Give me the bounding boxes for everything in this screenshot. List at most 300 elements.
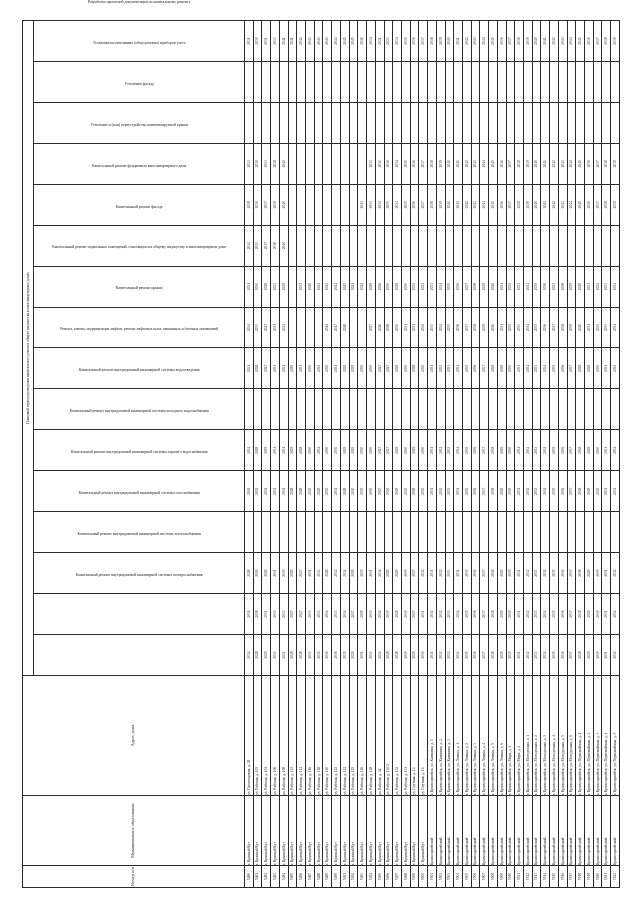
row-year-cell: 2030 xyxy=(306,430,315,471)
row-year-cell xyxy=(445,102,454,143)
row-year-cell: 2036 xyxy=(541,266,550,307)
row-year-cell: 2041 xyxy=(541,184,550,225)
row-year-cell xyxy=(253,102,262,143)
row-year-cell: 2036 xyxy=(558,553,567,594)
row-year-cell: 2030 xyxy=(593,553,602,594)
row-year-cell xyxy=(271,61,280,102)
header-work-type: Разработка проектной документации по капитальному ремонту xyxy=(34,61,245,102)
row-address: г. Красноармейск, ул. Первомайская, д. 4 xyxy=(602,676,611,796)
table-row xyxy=(271,21,280,888)
row-year-cell: 2029 xyxy=(393,430,402,471)
row-year-cell xyxy=(515,389,524,430)
row-year-cell xyxy=(323,184,332,225)
row-year-cell xyxy=(593,102,602,143)
row-year-cell xyxy=(340,143,349,184)
row-year-cell xyxy=(375,102,384,143)
row-municipality: Красноармейский xyxy=(567,796,576,866)
row-address: ул. Рабочая, д. 114 xyxy=(297,676,306,796)
row-year-cell: 2034 xyxy=(393,184,402,225)
row-year-cell xyxy=(306,184,315,225)
row-year-cell: 2028 xyxy=(288,471,297,512)
row-year-cell: 2033 xyxy=(279,594,288,635)
row-address: г. Красноармейск, ул. Молодежная, д. 5 xyxy=(558,676,567,796)
row-year-cell: 2034 xyxy=(454,594,463,635)
table-row xyxy=(410,21,419,888)
row-year-cell xyxy=(314,389,323,430)
row-year-cell xyxy=(332,389,341,430)
row-year-cell xyxy=(524,389,533,430)
row-address: ул. Рабочая, д. 125 xyxy=(349,676,358,796)
row-year-cell: 2029 xyxy=(262,430,271,471)
row-year-cell: 2042 xyxy=(297,21,306,62)
row-municipality: Красноармейский xyxy=(524,796,533,866)
row-year-cell: 2033 xyxy=(271,21,280,62)
table-row xyxy=(288,21,297,888)
row-year-cell: 2029 xyxy=(585,594,594,635)
row-number: 5490 xyxy=(332,866,341,888)
row-year-cell: 2034 xyxy=(524,307,533,348)
row-year-cell: 2034 xyxy=(454,430,463,471)
row-year-cell: 2045 xyxy=(340,21,349,62)
row-year-cell: 2031 xyxy=(271,307,280,348)
row-year-cell: 2045 xyxy=(340,266,349,307)
row-year-cell: 2036 xyxy=(454,307,463,348)
row-year-cell xyxy=(506,61,515,102)
row-year-cell: 2031 xyxy=(401,307,410,348)
row-year-cell: 2030 xyxy=(358,471,367,512)
row-year-cell: 2035 xyxy=(550,348,559,389)
row-year-cell xyxy=(358,61,367,102)
row-year-cell: 2032 xyxy=(593,307,602,348)
row-year-cell: 2032 xyxy=(419,307,428,348)
row-year-cell xyxy=(358,225,367,266)
row-address: ул. Рабочая, д. 108 xyxy=(279,676,288,796)
row-year-cell: 2033 xyxy=(428,266,437,307)
row-number: 5522 xyxy=(611,866,620,888)
row-year-cell: 2037 xyxy=(262,225,271,266)
row-municipality: Красноармейский xyxy=(532,796,541,866)
row-year-cell: 2042 xyxy=(462,184,471,225)
row-number: 5511 xyxy=(515,866,524,888)
row-year-cell: 2033 xyxy=(245,143,254,184)
row-year-cell: 2029 xyxy=(349,348,358,389)
row-year-cell: 2033 xyxy=(367,594,376,635)
row-year-cell xyxy=(428,225,437,266)
row-year-cell: 2040 xyxy=(576,266,585,307)
row-year-cell: 2030 xyxy=(419,635,428,676)
row-year-cell xyxy=(489,225,498,266)
row-year-cell: 2027 xyxy=(375,471,384,512)
row-number: 5481 xyxy=(253,866,262,888)
row-year-cell: 2039 xyxy=(524,184,533,225)
row-number: 5497 xyxy=(393,866,402,888)
table-row xyxy=(558,21,567,888)
row-year-cell xyxy=(480,102,489,143)
row-year-cell: 2031 xyxy=(375,21,384,62)
row-year-cell: 2030 xyxy=(253,184,262,225)
row-year-cell: 2030 xyxy=(593,471,602,512)
row-year-cell: 2037 xyxy=(480,471,489,512)
row-year-cell: 2029 xyxy=(497,553,506,594)
row-year-cell: 2036 xyxy=(585,184,594,225)
row-municipality: г. Красный Кут xyxy=(367,796,376,866)
row-year-cell: 2038 xyxy=(245,184,254,225)
row-year-cell xyxy=(375,61,384,102)
row-year-cell: 2033 xyxy=(314,553,323,594)
row-year-cell: 2042 xyxy=(323,307,332,348)
row-year-cell xyxy=(288,184,297,225)
row-year-cell: 2038 xyxy=(558,307,567,348)
row-number: 5504 xyxy=(454,866,463,888)
row-year-cell: 2027 xyxy=(375,348,384,389)
row-year-cell xyxy=(445,389,454,430)
row-number: 5486 xyxy=(297,866,306,888)
row-year-cell: 2031 xyxy=(271,553,280,594)
row-year-cell: 2032 xyxy=(436,553,445,594)
row-address: г. Красноармейск, ул. Молодежная, д. 6 xyxy=(567,676,576,796)
row-year-cell xyxy=(314,184,323,225)
row-year-cell: 2044 xyxy=(480,184,489,225)
row-year-cell: 2030 xyxy=(401,348,410,389)
row-number: 5480 xyxy=(245,866,254,888)
row-year-cell: 2033 xyxy=(445,348,454,389)
row-year-cell xyxy=(314,102,323,143)
row-year-cell: 2033 xyxy=(445,553,454,594)
row-year-cell: 2031 xyxy=(297,348,306,389)
row-year-cell: 2032 xyxy=(314,430,323,471)
row-year-cell: 2030 xyxy=(384,471,393,512)
row-municipality: г. Красный Кут xyxy=(358,796,367,866)
row-year-cell: 2033 xyxy=(367,143,376,184)
row-year-cell xyxy=(393,61,402,102)
row-year-cell: 2035 xyxy=(340,635,349,676)
row-year-cell: 2032 xyxy=(332,553,341,594)
row-year-cell: 2037 xyxy=(567,594,576,635)
row-year-cell xyxy=(358,389,367,430)
row-year-cell xyxy=(567,225,576,266)
row-municipality: г. Красный Кут xyxy=(401,796,410,866)
row-year-cell: 2029 xyxy=(367,266,376,307)
row-year-cell: 2036 xyxy=(471,471,480,512)
row-year-cell: 2030 xyxy=(349,471,358,512)
row-number: 5507 xyxy=(480,866,489,888)
row-year-cell: 2033 xyxy=(602,266,611,307)
row-year-cell: 2030 xyxy=(506,553,515,594)
row-year-cell: 2029 xyxy=(288,430,297,471)
row-year-cell xyxy=(349,184,358,225)
row-year-cell: 2028 xyxy=(410,348,419,389)
row-year-cell xyxy=(332,512,341,553)
row-year-cell: 2033 xyxy=(532,594,541,635)
row-year-cell: 2030 xyxy=(367,471,376,512)
row-year-cell xyxy=(297,61,306,102)
row-year-cell: 2040 xyxy=(532,143,541,184)
row-year-cell: 2041 xyxy=(288,21,297,62)
row-year-cell: 2028 xyxy=(253,594,262,635)
header-municipality: Муниципальное образование xyxy=(23,796,245,866)
row-year-cell: 2033 xyxy=(445,635,454,676)
header-work-type: Капитальный ремонт внутридомовой инженерной системы газоснабжения xyxy=(34,553,245,594)
row-year-cell xyxy=(410,61,419,102)
row-year-cell xyxy=(401,389,410,430)
row-year-cell xyxy=(585,512,594,553)
row-year-cell: 2034 xyxy=(279,307,288,348)
row-number: 5494 xyxy=(367,866,376,888)
row-year-cell: 2030 xyxy=(367,430,376,471)
row-number: 5514 xyxy=(541,866,550,888)
row-year-cell xyxy=(279,61,288,102)
row-year-cell xyxy=(445,61,454,102)
row-year-cell xyxy=(297,225,306,266)
row-year-cell: 2043 xyxy=(471,21,480,62)
row-year-cell: 2038 xyxy=(489,471,498,512)
row-number: 5518 xyxy=(576,866,585,888)
row-year-cell: 2029 xyxy=(340,348,349,389)
row-year-cell: 2028 xyxy=(393,635,402,676)
row-year-cell xyxy=(550,102,559,143)
row-year-cell xyxy=(515,512,524,553)
row-year-cell: 2029 xyxy=(410,430,419,471)
row-year-cell: 2028 xyxy=(245,553,254,594)
row-year-cell: 2034 xyxy=(245,635,254,676)
row-municipality: Красноармейский xyxy=(489,796,498,866)
row-year-cell xyxy=(288,102,297,143)
row-year-cell: 2037 xyxy=(593,143,602,184)
row-year-cell xyxy=(576,512,585,553)
row-address: ул. Рабочая, д. 112 xyxy=(288,676,297,796)
row-year-cell xyxy=(576,389,585,430)
row-year-cell: 2030 xyxy=(593,430,602,471)
row-year-cell: 2028 xyxy=(297,635,306,676)
row-municipality: Красноармейский xyxy=(445,796,454,866)
row-year-cell xyxy=(524,61,533,102)
row-year-cell: 2030 xyxy=(419,430,428,471)
row-year-cell: 2038 xyxy=(576,430,585,471)
table-row xyxy=(532,21,541,888)
row-year-cell: 2040 xyxy=(445,184,454,225)
row-year-cell: 2031 xyxy=(375,184,384,225)
row-year-cell: 2035 xyxy=(550,553,559,594)
table-row xyxy=(332,21,341,888)
row-year-cell xyxy=(358,307,367,348)
row-year-cell: 2030 xyxy=(593,635,602,676)
row-year-cell: 2027 xyxy=(410,553,419,594)
table-row xyxy=(602,21,611,888)
row-year-cell: 2031 xyxy=(367,553,376,594)
row-year-cell: 2028 xyxy=(288,635,297,676)
row-year-cell xyxy=(532,102,541,143)
row-year-cell xyxy=(567,512,576,553)
row-year-cell: 2040 xyxy=(279,225,288,266)
row-address: г. Красноармейск, ул. Ленина, д. 1 xyxy=(454,676,463,796)
row-year-cell: 2034 xyxy=(340,594,349,635)
row-year-cell: 2036 xyxy=(410,143,419,184)
row-year-cell: 2036 xyxy=(332,635,341,676)
row-year-cell: 2045 xyxy=(489,184,498,225)
row-year-cell: 2027 xyxy=(384,430,393,471)
row-year-cell xyxy=(349,307,358,348)
row-year-cell: 2027 xyxy=(375,430,384,471)
row-year-cell: 2030 xyxy=(279,553,288,594)
header-work-type: Капитальный ремонт подвальных помещений, относящихся к общему имуществу в многоквартирном доме xyxy=(34,307,245,348)
row-year-cell xyxy=(506,389,515,430)
row-year-cell: 2035 xyxy=(401,143,410,184)
row-year-cell xyxy=(454,102,463,143)
row-year-cell: 2043 xyxy=(471,143,480,184)
row-municipality: г. Красный Кут xyxy=(245,796,254,866)
row-year-cell: 2031 xyxy=(245,21,254,62)
row-year-cell: 2030 xyxy=(401,430,410,471)
row-year-cell xyxy=(253,61,262,102)
row-year-cell xyxy=(332,143,341,184)
row-year-cell: 2031 xyxy=(279,635,288,676)
header-work-type: Капитальный ремонт внутридомовой инженерной системы водоотведения xyxy=(34,430,245,471)
row-year-cell: 2033 xyxy=(367,635,376,676)
table-row xyxy=(401,21,410,888)
row-year-cell: 2034 xyxy=(393,143,402,184)
row-year-cell: 2026 xyxy=(375,307,384,348)
row-year-cell: 2037 xyxy=(462,307,471,348)
row-year-cell: 2031 xyxy=(602,430,611,471)
row-year-cell: 2031 xyxy=(279,348,288,389)
row-year-cell xyxy=(323,102,332,143)
row-year-cell: 2039 xyxy=(436,184,445,225)
row-year-cell: 2044 xyxy=(332,266,341,307)
row-year-cell: 2035 xyxy=(445,266,454,307)
row-year-cell: 2033 xyxy=(532,635,541,676)
table-row xyxy=(462,21,471,888)
row-year-cell: 2047 xyxy=(332,307,341,348)
row-year-cell xyxy=(271,512,280,553)
row-year-cell xyxy=(340,61,349,102)
table-row xyxy=(253,21,262,888)
row-year-cell xyxy=(401,61,410,102)
row-year-cell: 2030 xyxy=(358,430,367,471)
row-year-cell: 2041 xyxy=(454,184,463,225)
row-year-cell: 2028 xyxy=(384,553,393,594)
row-address: г. Красноармейск, ул. Молодежная, д. 2 xyxy=(532,676,541,796)
row-year-cell xyxy=(419,512,428,553)
row-number: 5503 xyxy=(445,866,454,888)
row-year-cell: 2038 xyxy=(489,430,498,471)
row-year-cell: 2030 xyxy=(253,143,262,184)
row-year-cell xyxy=(576,225,585,266)
row-year-cell: 2039 xyxy=(436,143,445,184)
row-year-cell: 2037 xyxy=(262,184,271,225)
row-year-cell: 2040 xyxy=(445,143,454,184)
row-number: 5487 xyxy=(306,866,315,888)
row-year-cell: 2035 xyxy=(532,307,541,348)
row-year-cell: 2029 xyxy=(349,635,358,676)
row-year-cell: 2027 xyxy=(367,307,376,348)
header-address: Адрес дома xyxy=(23,676,245,796)
row-year-cell xyxy=(497,61,506,102)
row-year-cell: 2036 xyxy=(471,348,480,389)
row-year-cell xyxy=(550,389,559,430)
row-year-cell: 2030 xyxy=(506,471,515,512)
row-year-cell xyxy=(262,61,271,102)
row-year-cell xyxy=(576,102,585,143)
row-year-cell: 2041 xyxy=(454,21,463,62)
row-year-cell xyxy=(462,225,471,266)
row-year-cell: 2034 xyxy=(454,553,463,594)
row-year-cell: 2037 xyxy=(567,553,576,594)
row-year-cell xyxy=(462,512,471,553)
row-year-cell xyxy=(576,61,585,102)
row-year-cell: 2030 xyxy=(419,348,428,389)
row-year-cell: 2031 xyxy=(428,430,437,471)
row-number: 5505 xyxy=(462,866,471,888)
row-year-cell: 2031 xyxy=(515,594,524,635)
row-year-cell xyxy=(410,389,419,430)
table-row xyxy=(375,21,384,888)
row-year-cell: 2032 xyxy=(524,635,533,676)
row-address: ул. Спутник, д. 14 xyxy=(410,676,419,796)
row-number: 5498 xyxy=(401,866,410,888)
row-year-cell: 2039 xyxy=(611,143,620,184)
row-address: ул. Рабочая, д. 118 xyxy=(314,676,323,796)
row-year-cell xyxy=(436,225,445,266)
row-number: 5520 xyxy=(593,866,602,888)
table-row xyxy=(279,21,288,888)
table-row xyxy=(506,21,515,888)
row-year-cell xyxy=(306,61,315,102)
row-number: 5516 xyxy=(558,866,567,888)
row-year-cell xyxy=(375,512,384,553)
row-year-cell: 2030 xyxy=(323,348,332,389)
row-year-cell: 2039 xyxy=(611,21,620,62)
row-year-cell: 2031 xyxy=(585,307,594,348)
header-work-type: Капитальный ремонт внутридомовой инженерной системы теплоснабжения xyxy=(34,594,245,635)
row-year-cell: 2031 xyxy=(497,307,506,348)
row-year-cell: 2034 xyxy=(541,635,550,676)
row-year-cell xyxy=(340,102,349,143)
row-year-cell: 2038 xyxy=(576,635,585,676)
row-year-cell xyxy=(558,512,567,553)
row-year-cell: 2030 xyxy=(401,635,410,676)
row-year-cell xyxy=(454,512,463,553)
row-year-cell: 2031 xyxy=(358,635,367,676)
row-year-cell xyxy=(393,102,402,143)
row-year-cell: 2043 xyxy=(323,266,332,307)
row-year-cell: 2035 xyxy=(550,635,559,676)
row-year-cell xyxy=(506,512,515,553)
header-work-type: Капитальный ремонт фундамента многоквартирного дома xyxy=(34,225,245,266)
table-row xyxy=(471,21,480,888)
row-year-cell: 2033 xyxy=(532,471,541,512)
row-year-cell: 2036 xyxy=(471,635,480,676)
row-year-cell: 2044 xyxy=(332,21,341,62)
row-year-cell xyxy=(245,389,254,430)
row-year-cell: 2038 xyxy=(428,143,437,184)
row-year-cell xyxy=(593,225,602,266)
row-year-cell: 2031 xyxy=(410,307,419,348)
row-year-cell xyxy=(340,512,349,553)
row-year-cell xyxy=(262,102,271,143)
row-year-cell: 2031 xyxy=(428,594,437,635)
row-year-cell: 2029 xyxy=(358,594,367,635)
row-year-cell: 2034 xyxy=(611,307,620,348)
row-year-cell xyxy=(454,225,463,266)
row-year-cell xyxy=(401,225,410,266)
row-address: г. Красноармейск, ул. Молодежная, д. 4 xyxy=(550,676,559,796)
row-year-cell: 2032 xyxy=(506,266,515,307)
table-row xyxy=(297,21,306,888)
row-number: 5488 xyxy=(314,866,323,888)
row-year-cell: 2040 xyxy=(489,307,498,348)
row-year-cell xyxy=(279,102,288,143)
row-year-cell: 2029 xyxy=(340,430,349,471)
